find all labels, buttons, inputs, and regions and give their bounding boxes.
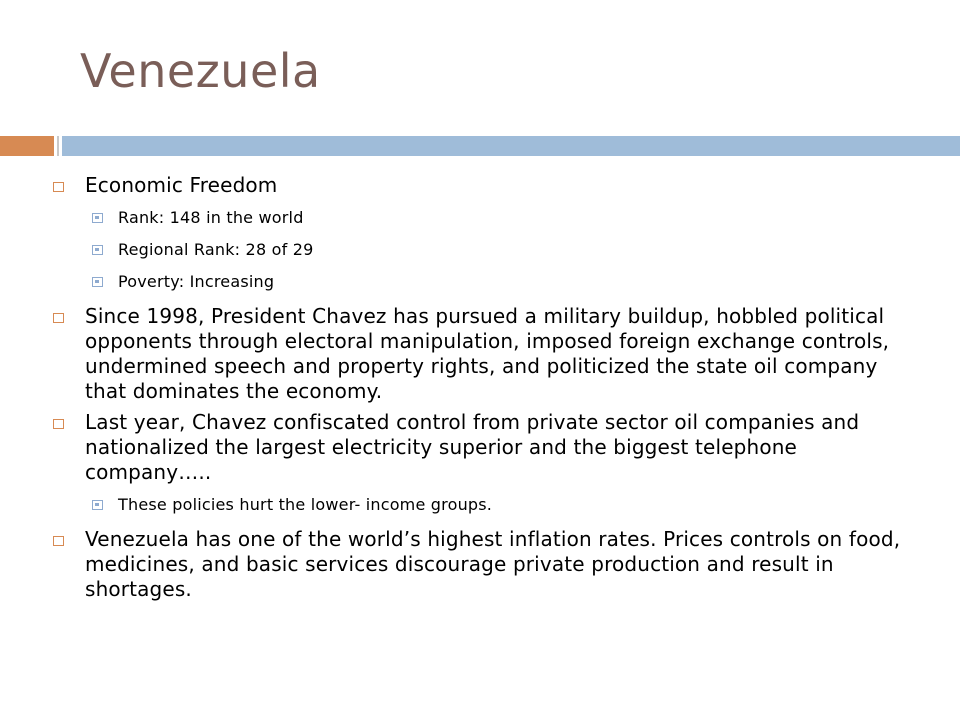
sub-bullet-policies [52,495,912,515]
slide-body [52,173,912,602]
bullet-text: Economic Freedom [85,173,278,197]
accent-bar-blue [62,136,960,156]
accent-bar-orange [0,136,54,156]
filled-square-bullet-icon [92,213,103,223]
filled-square-bullet-icon [92,500,103,510]
bullet-economic-freedom [52,173,912,198]
sub-bullet-poverty [52,272,912,292]
sub-bullet-text: These policies hurt the lower- income groups. [118,495,493,514]
slide-title: Venezuela [80,44,321,98]
bullet-text: Last year, Chavez confiscated control from private sector oil companies and nationalized the largest electricity superior and the biggest telephone company….. [85,410,860,484]
bullet-text: Since 1998, President Chavez has pursued a military buildup, hobbled political opponents through electoral manipulation, imposed foreign exchange controls, undermined speech and property rights, and politicized the state oil company that dominates the economy. [85,304,890,403]
accent-divider [57,136,59,156]
sub-bullet-rank [52,208,912,228]
sub-bullet-text: Regional Rank: 28 of 29 [118,240,314,259]
bullet-inflation [52,527,912,602]
bullet-text: Venezuela has one of the world’s highest inflation rates. Prices controls on food, medicines, and basic services discourage private production and result in shortages. [85,527,901,601]
sub-bullet-text: Poverty: Increasing [118,272,275,291]
bullet-since-1998 [52,304,912,404]
filled-square-bullet-icon [92,277,103,287]
hollow-square-bullet-icon [53,419,64,429]
sub-bullet-text: Rank: 148 in the world [118,208,304,227]
bullet-last-year [52,410,912,485]
sub-bullet-regional-rank [52,240,912,260]
hollow-square-bullet-icon [53,182,64,192]
hollow-square-bullet-icon [53,313,64,323]
hollow-square-bullet-icon [53,536,64,546]
filled-square-bullet-icon [92,245,103,255]
